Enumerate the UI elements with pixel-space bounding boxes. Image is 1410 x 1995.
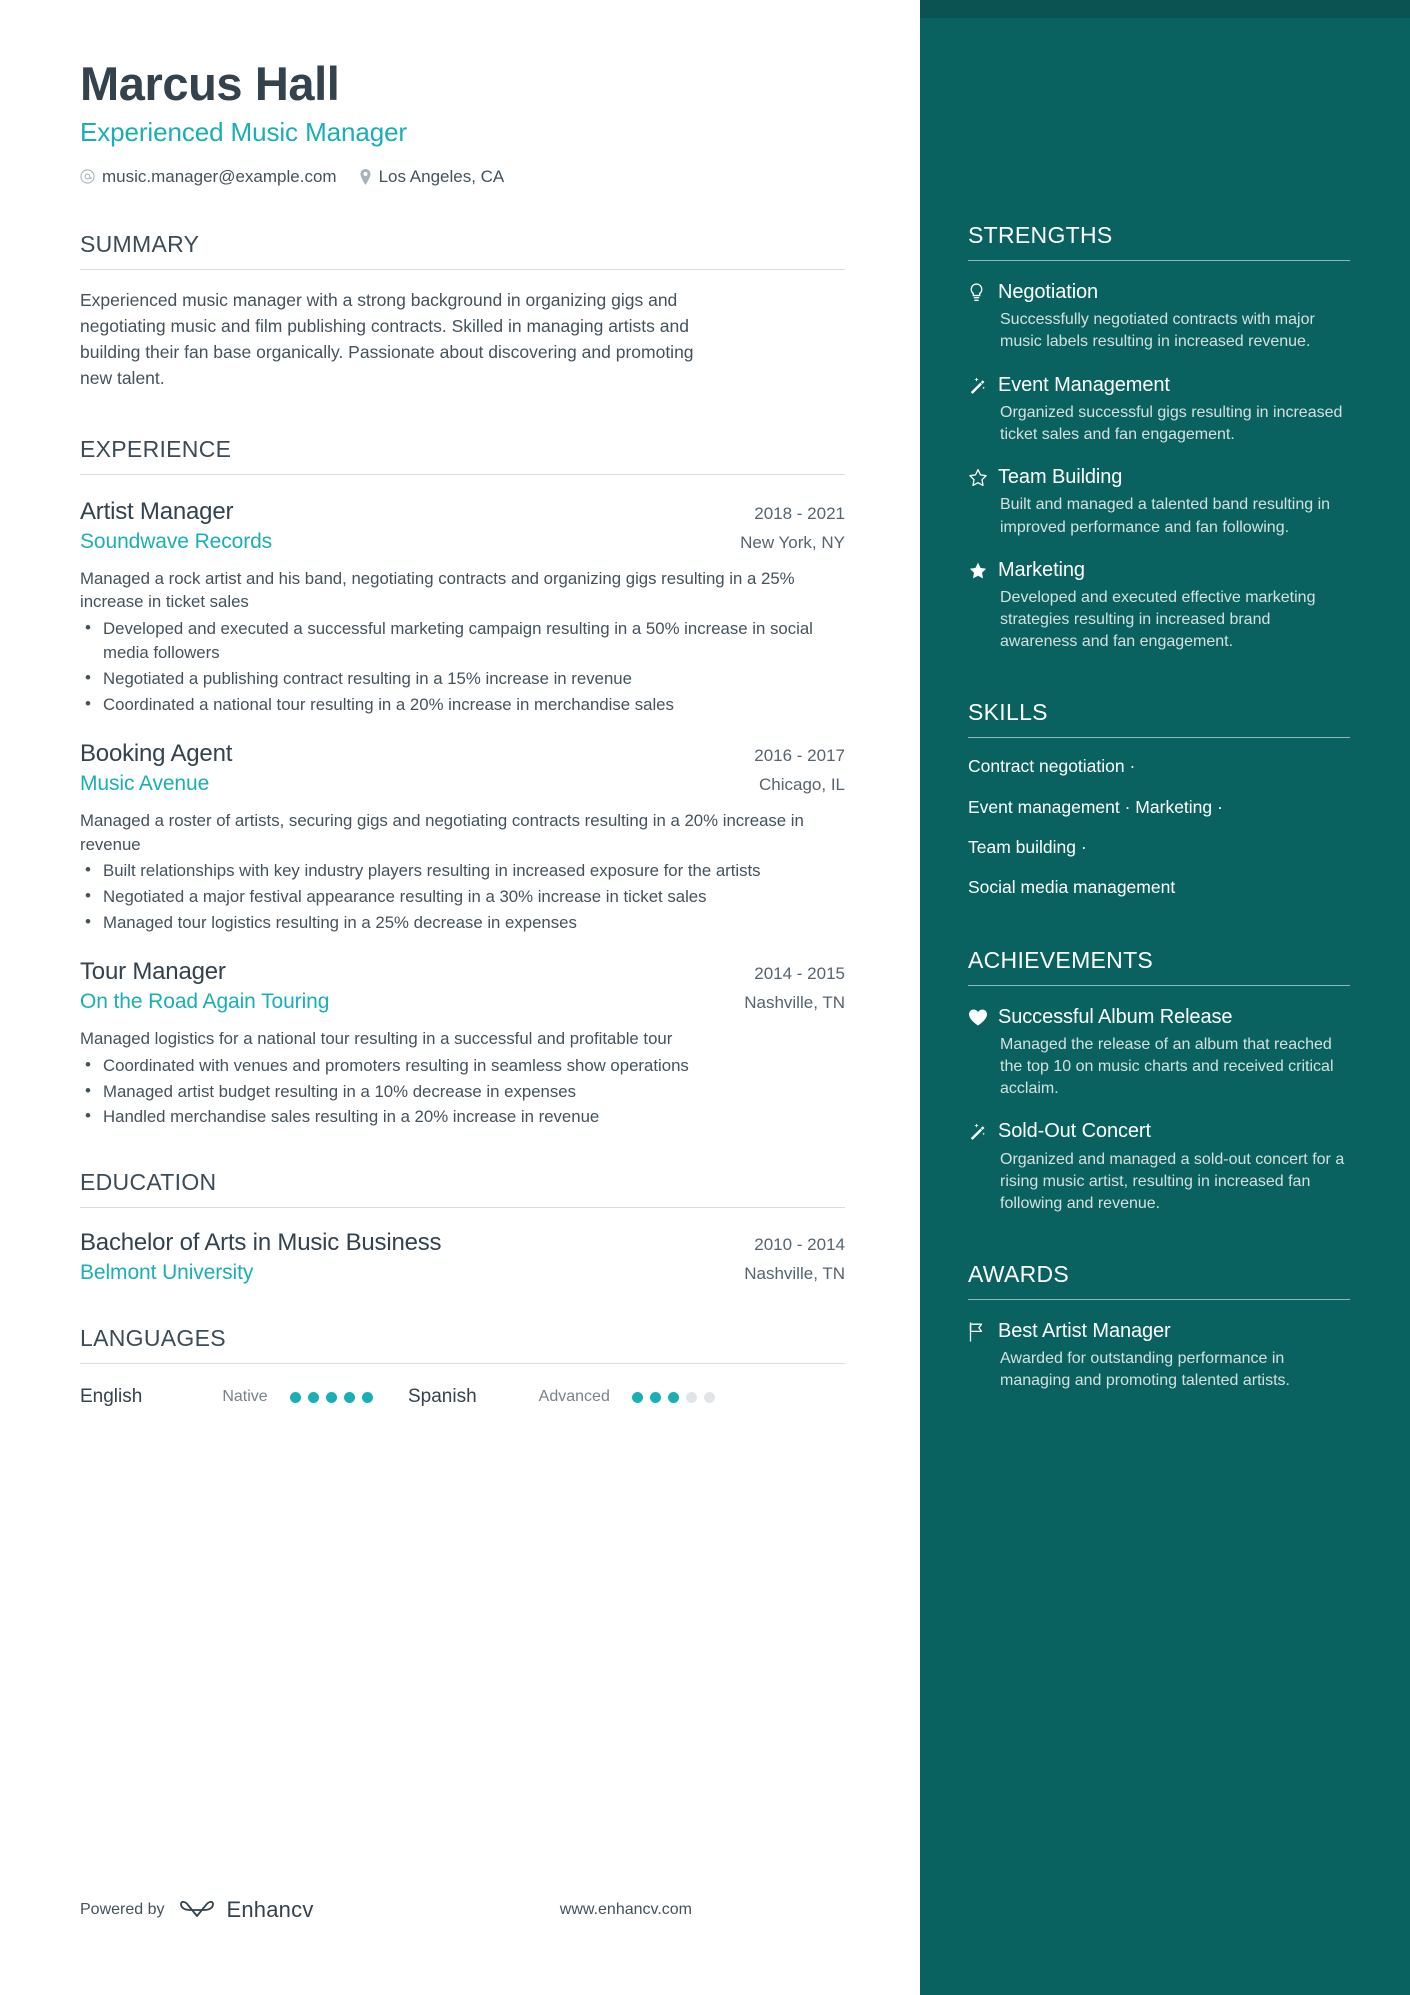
job-role: Booking Agent [80, 739, 233, 767]
strength-item [968, 373, 1350, 447]
achievement-item [968, 1005, 1350, 1101]
strength-item [968, 558, 1350, 654]
email-icon [80, 169, 95, 184]
lightbulb-icon [968, 280, 998, 354]
language-name: English [80, 1386, 143, 1408]
strength-item [968, 280, 1350, 354]
education-section [80, 1169, 845, 1285]
email-text: music.manager@example.com [102, 166, 337, 186]
skill-line: Contract negotiation · [968, 756, 1136, 777]
contact-location [359, 167, 505, 187]
strength-item [968, 465, 1350, 539]
contact-email[interactable] [80, 167, 337, 187]
proficiency-dot-filled [308, 1392, 319, 1403]
header [80, 58, 845, 187]
list-item: • Managed artist budget resulting in a 10% decrease in expenses [80, 1080, 845, 1104]
strength-description: Developed and executed effective marketing strategies resulting in increased brand awareness and fan engagement. [1000, 589, 1316, 651]
language-name: Spanish [408, 1386, 477, 1408]
list-item: • Coordinated a national tour resulting in a 20% increase in merchandise sales [80, 693, 845, 717]
list-item: • Handled merchandise sales resulting in a 20% increase in revenue [80, 1105, 845, 1129]
language-level: Native [222, 1388, 268, 1406]
language-proficiency-dots [290, 1392, 373, 1403]
award-item [968, 1319, 1350, 1393]
awards-section [968, 1261, 1350, 1393]
strength-description: Built and managed a talented band resulting in improved performance and fan following. [1000, 496, 1331, 536]
location-text: Los Angeles, CA [378, 166, 505, 186]
strengths-section [968, 222, 1350, 653]
sidebar [920, 0, 1410, 1995]
strength-title: Team Building [998, 466, 1123, 489]
job-bullets [80, 1054, 845, 1130]
list-item: • Built relationships with key industry players resulting in increased exposure for the artists [80, 859, 845, 883]
enhancv-wordmark: Enhancv [226, 1897, 314, 1922]
star-filled-icon [968, 558, 998, 654]
job-location: Chicago, IL [759, 774, 845, 794]
school-location: Nashville, TN [744, 1264, 845, 1284]
job-description: Managed a roster of artists, securing gigs and negotiating contracts resulting in a 20% increase in revenue [80, 810, 804, 854]
divider [80, 1207, 845, 1208]
achievement-title: Sold-Out Concert [998, 1120, 1151, 1143]
skill-line: Team building · [968, 837, 1087, 858]
magic-wand-icon [968, 1119, 998, 1215]
enhancv-logo [178, 1897, 314, 1923]
job-bullets [80, 859, 845, 935]
star-outline-icon [968, 465, 998, 539]
list-item: • Negotiated a publishing contract resulting in a 15% increase in revenue [80, 667, 845, 691]
summary-section [80, 231, 845, 392]
strength-title: Event Management [998, 373, 1170, 396]
divider [968, 985, 1350, 986]
strength-description: Organized successful gigs resulting in increased ticket sales and fan engagement. [1000, 403, 1343, 444]
job-dates: 2018 - 2021 [754, 503, 845, 523]
job-bullets [80, 617, 845, 716]
contact-row [80, 167, 845, 187]
languages-heading: LANGUAGES [80, 1325, 226, 1352]
proficiency-dot-filled [650, 1392, 661, 1403]
skill-line: Event management · Marketing · [968, 796, 1223, 817]
experience-entry [80, 958, 845, 1129]
languages-section [80, 1325, 845, 1408]
strength-title: Negotiation [998, 281, 1099, 303]
divider [80, 269, 845, 270]
divider [968, 737, 1350, 738]
job-dates: 2016 - 2017 [754, 745, 845, 765]
experience-entry [80, 740, 845, 935]
skill-line: Social media management [968, 877, 1176, 898]
experience-entry [80, 498, 845, 717]
achievements-heading: ACHIEVEMENTS [968, 946, 1154, 973]
job-description: Managed logistics for a national tour resulting in a successful and profitable tour [80, 1028, 673, 1048]
achievement-title: Successful Album Release [998, 1005, 1233, 1028]
achievement-item [968, 1119, 1350, 1215]
job-dates: 2014 - 2015 [754, 963, 845, 983]
language-level: Advanced [538, 1388, 610, 1406]
location-pin-icon [359, 169, 372, 185]
job-description: Managed a rock artist and his band, negotiating contracts and organizing gigs resulting in a 25% increase in ticket sales [80, 568, 795, 612]
strengths-heading: STRENGTHS [968, 222, 1113, 248]
divider [968, 260, 1350, 261]
magic-wand-icon [968, 373, 998, 447]
proficiency-dot-empty [704, 1392, 715, 1403]
languages-row [80, 1386, 845, 1408]
experience-section [80, 436, 845, 1130]
language-item [80, 1386, 380, 1408]
achievements-section [968, 947, 1350, 1215]
job-organization: Soundwave Records [80, 529, 273, 553]
job-role: Artist Manager [80, 497, 234, 525]
proficiency-dot-filled [326, 1392, 337, 1403]
strength-description: Successfully negotiated contracts with major music labels resulting in increased revenue. [1000, 311, 1315, 351]
award-title: Best Artist Manager [998, 1320, 1171, 1343]
proficiency-dot-empty [686, 1392, 697, 1403]
proficiency-dot-filled [290, 1392, 301, 1403]
strength-title: Marketing [998, 558, 1085, 581]
education-heading: EDUCATION [80, 1169, 217, 1196]
proficiency-dot-filled [362, 1392, 373, 1403]
achievement-description: Organized and managed a sold-out concert for a rising music artist, resulting in increased fan following and revenue. [1000, 1150, 1345, 1212]
summary-heading: SUMMARY [80, 230, 200, 257]
summary-text: Experienced music manager with a strong background in organizing gigs and negotiating music and film publishing contracts. Skilled in managing artists and building their fan base organically. Passionate about discovering and promoting new talent. [80, 289, 694, 389]
job-organization: Music Avenue [80, 771, 210, 795]
job-organization: On the Road Again Touring [80, 989, 330, 1013]
awards-heading: AWARDS [968, 1261, 1070, 1288]
proficiency-dot-filled [632, 1392, 643, 1403]
enhancv-mark-icon [178, 1898, 218, 1922]
powered-by-block [80, 1897, 314, 1923]
award-description: Awarded for outstanding performance in managing and promoting talented artists. [1000, 1350, 1290, 1390]
achievement-description: Managed the release of an album that reached the top 10 on music charts and received critical acclaim. [1000, 1036, 1334, 1098]
job-role: Tour Manager [80, 957, 226, 985]
headline-job-title: Experienced Music Manager [80, 116, 407, 147]
divider [968, 1299, 1350, 1300]
divider [80, 1363, 845, 1364]
proficiency-dot-filled [344, 1392, 355, 1403]
list-item: • Negotiated a major festival appearance resulting in a 30% increase in ticket sales [80, 885, 845, 909]
skills-list [968, 754, 1350, 901]
language-item [408, 1386, 715, 1408]
skills-heading: SKILLS [968, 699, 1048, 726]
language-proficiency-dots [632, 1392, 715, 1403]
divider [80, 474, 845, 475]
job-location: Nashville, TN [744, 992, 845, 1012]
heart-filled-icon [968, 1005, 998, 1101]
powered-by-label: Powered by [80, 1901, 165, 1918]
education-entry [80, 1229, 845, 1285]
experience-heading: EXPERIENCE [80, 435, 232, 462]
list-item: • Managed tour logistics resulting in a 25% decrease in expenses [80, 911, 845, 935]
list-item: • Coordinated with venues and promoters resulting in seamless show operations [80, 1054, 845, 1078]
degree-title: Bachelor of Arts in Music Business [80, 1229, 442, 1257]
website-url[interactable]: www.enhancv.com [559, 1901, 692, 1918]
sidebar-top-bar [920, 0, 1410, 18]
skills-section [968, 699, 1350, 901]
school-name: Belmont University [80, 1261, 254, 1285]
page-title: Marcus Hall [80, 57, 340, 110]
footer [80, 1897, 692, 1923]
list-item: • Developed and executed a successful marketing campaign resulting in a 50% increase in social media followers [80, 617, 845, 665]
flag-icon [968, 1319, 998, 1393]
degree-dates: 2010 - 2014 [754, 1235, 845, 1255]
proficiency-dot-filled [668, 1392, 679, 1403]
job-location: New York, NY [740, 532, 845, 552]
